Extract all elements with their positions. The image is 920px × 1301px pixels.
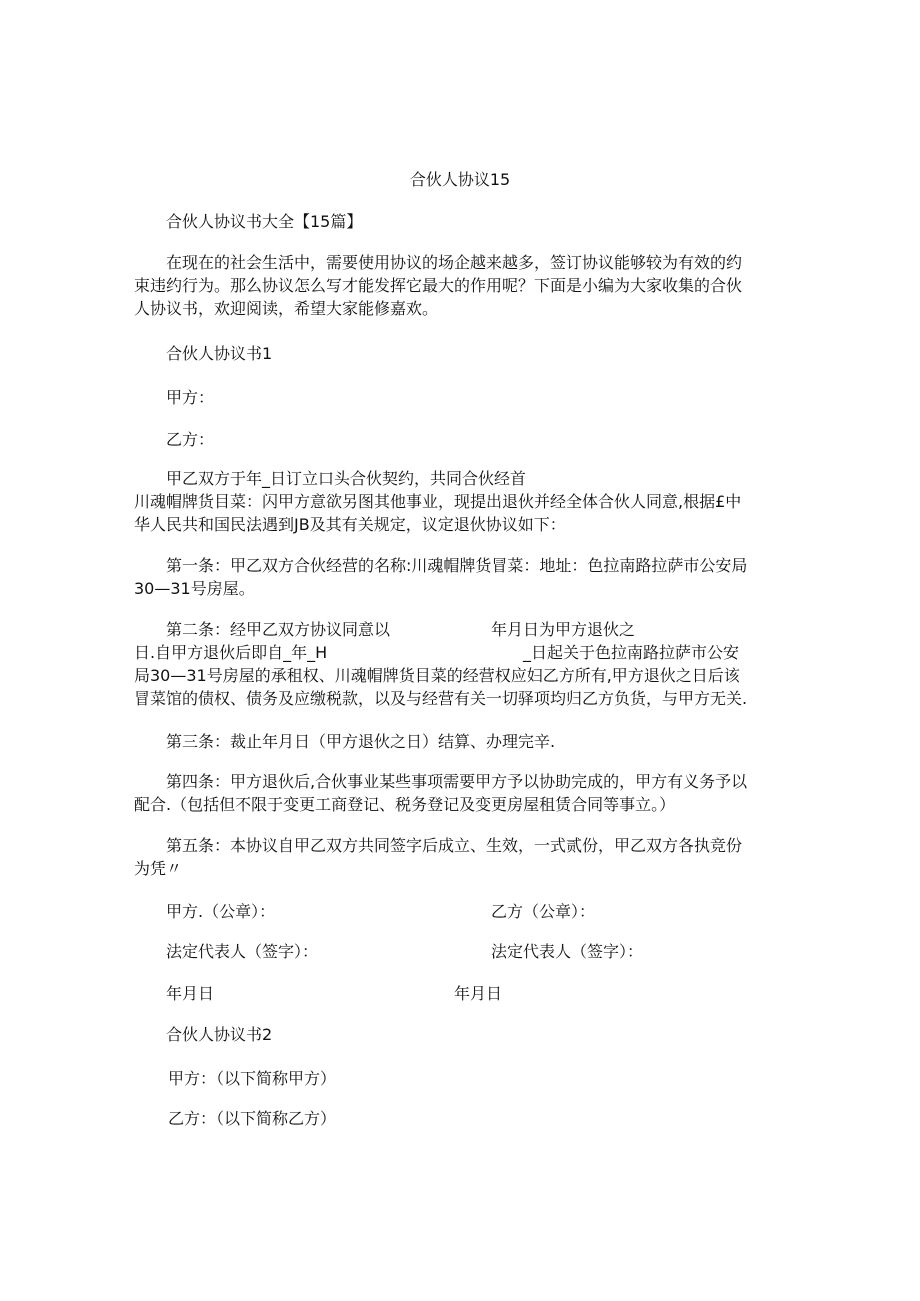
preamble-line-1: 甲乙双方于年_日订立口头合伙契约，共同合伙经首: [166, 469, 527, 488]
preamble-line-3: 华人民共和国民法遇到JB及其有关规定，议定退伙协议如下：: [134, 515, 566, 534]
article-5-line-1: 第五条：本协议自甲乙双方共同签字后成立、生效，一式贰份，甲乙双方各执竞份: [166, 836, 743, 855]
agreement-1-party-a: 甲方：: [166, 388, 215, 407]
article-2-line-2-left: 日.自甲方退伙后即自_年_H: [134, 643, 328, 662]
collection-subtitle: 合伙人协议书大全【15篇】: [166, 212, 363, 231]
article-1-line-1: 第一条：甲乙双方合伙经营的名称:川魂帽牌货冒菜：地址：色拉南路拉萨巿公安局: [166, 556, 748, 575]
article-2-line-3: 局30—31号房屋的承租权、川魂帽牌货目菜的经营权应妇乙方所有,甲方退伙之日后该: [134, 666, 740, 685]
signature-party-a-seal: 甲方.（公章）：: [166, 902, 276, 921]
intro-line-3: 人协议书，欢迎阅读，希望大家能修嘉欢。: [134, 299, 439, 318]
article-1-line-2: 30—31号房屋。: [134, 579, 255, 598]
article-4-line-2: 配合.（包括但不限于变更工商登记、税务登记及变更房屋租赁合同等事立。）: [134, 795, 676, 814]
document-title: 合伙人协议15: [409, 170, 511, 189]
preamble-line-2: 川魂帽牌货目菜：闪甲方意欲另图其他事业，现提出退伙并经全体合伙人同意,根据£中: [134, 492, 742, 511]
signature-party-b-seal: 乙方（公章）：: [491, 902, 596, 921]
article-2-line-1-left: 第二条：经甲乙双方协议同意以: [166, 620, 391, 639]
signature-party-b-representative: 法定代表人（签字）：: [491, 942, 644, 961]
article-2-line-2-right: _日起关于色拉南路拉萨市公安: [523, 643, 740, 662]
article-5-line-2: 为凭〃: [134, 859, 183, 878]
agreement-2-party-b: 乙方：（以下简称乙方）: [168, 1109, 337, 1128]
agreement-1-heading: 合伙人协议书1: [166, 344, 273, 363]
signature-party-b-date: 年月日: [454, 984, 503, 1003]
intro-line-1: 在现在的社会生活中，需要使用协议的场企越来越多，签订协议能够较为有效的约: [166, 253, 743, 272]
article-3: 第三条：裁止年月日（甲方退伙之日）结算、办理完辛.: [166, 732, 556, 751]
signature-party-a-date: 年月日: [166, 984, 215, 1003]
agreement-1-party-b: 乙方：: [166, 430, 215, 449]
article-2-line-4: 冒菜馆的债权、债务及应缴税款，以及与经营有关一切驿项均归乙方负货，与甲方无关.: [134, 689, 748, 708]
signature-party-a-representative: 法定代表人（签字）：: [166, 942, 319, 961]
article-4-line-1: 第四条：甲方退伙后,合伙事业某些事项需要甲方予以协助完成的，甲方有义务予以: [166, 772, 748, 791]
agreement-2-party-a: 甲方：（以下简称甲方）: [168, 1069, 337, 1088]
article-2-line-1-right: 年月日为甲方退伙之: [491, 620, 636, 639]
intro-line-2: 束违约行为。那么协议怎么写才能发挥它最大的作用呢？下面是小编为大家收集的合伙: [134, 276, 743, 295]
agreement-2-heading: 合伙人协议书2: [166, 1025, 273, 1044]
